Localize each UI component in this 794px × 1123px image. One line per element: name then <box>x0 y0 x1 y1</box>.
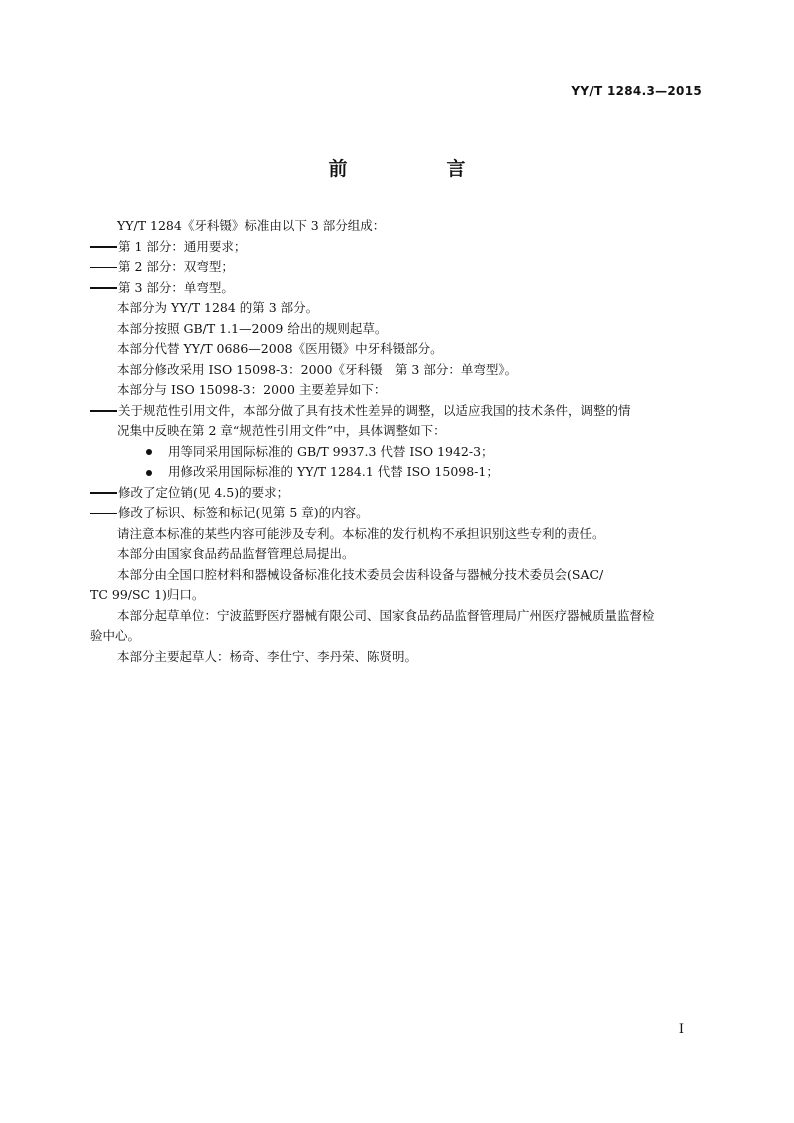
list-item-part-3 <box>90 278 709 299</box>
paragraph-committee: 本部分由全国口腔材料和器械设备标准化技术委员会齿科设备与器械分技术委员会(SAC/ <box>117 566 604 582</box>
paragraph-adoption: 本部分修改采用 ISO 15098-3：2000《牙科镊 第 3 部分：单弯型》。 <box>117 361 518 377</box>
dash-mark <box>90 410 117 411</box>
bullet-label: 用等同采用国际标准的 GB/T 9937.3 代替 ISO 1942-3； <box>168 443 494 459</box>
list-item-normative-refs <box>90 401 709 422</box>
paragraph-committee-cont: TC 99/SC 1)归口。 <box>90 587 205 602</box>
bullet-icon <box>146 470 152 476</box>
page-number: I <box>678 1022 684 1037</box>
list-item-label: 关于规范性引用文件，本部分做了具有技术性差异的调整，以适应我国的技术条件，调整的情 <box>118 402 631 418</box>
foreword-body <box>90 216 709 667</box>
paragraph-part-number: 本部分为 YY/T 1284 的第 3 部分。 <box>117 300 319 315</box>
list-item-marking <box>90 503 709 524</box>
paragraph-composition: YY/T 1284《牙科镊》标准由以下 3 部分组成： <box>117 218 386 233</box>
paragraph-proposed-by: 本部分由国家食品药品监督管理总局提出。 <box>117 546 355 561</box>
bullet-item-gbt <box>117 442 709 463</box>
dash-mark <box>90 267 117 268</box>
document-code: YY/T 1284.3—2015 <box>571 84 702 98</box>
list-item-label: 第 3 部分：单弯型。 <box>118 279 234 295</box>
paragraph-patent-notice: 请注意本标准的某些内容可能涉及专利。本标准的发行机构不承担识别这些专利的责任。 <box>117 525 605 541</box>
list-item-part-1 <box>90 237 709 258</box>
list-item-locating-pin <box>90 483 709 504</box>
list-item-label: 修改了定位销(见 4.5)的要求； <box>118 484 290 500</box>
bullet-item-yyt <box>117 462 709 483</box>
dash-mark <box>90 513 117 514</box>
paragraph-drafting-units-cont: 验中心。 <box>90 628 141 643</box>
list-item-label: 第 1 部分：通用要求； <box>118 238 247 254</box>
paragraph-drafters: 本部分主要起草人：杨奇、李仕宁、李丹荣、陈贤明。 <box>117 648 418 664</box>
bullet-label: 用修改采用国际标准的 YY/T 1284.1 代替 ISO 15098-1； <box>168 464 499 479</box>
dash-mark <box>90 246 117 247</box>
paragraph-drafting-rules: 本部分按照 GB/T 1.1—2009 给出的规则起草。 <box>117 320 388 336</box>
dash-mark <box>90 287 117 288</box>
list-item-part-2 <box>90 257 709 278</box>
list-item-normative-refs-cont: 况集中反映在第 2 章“规范性引用文件”中，具体调整如下： <box>117 423 446 438</box>
paragraph-differences: 本部分与 ISO 15098-3：2000 主要差异如下： <box>117 382 387 397</box>
paragraph-drafting-units: 本部分起草单位：宁波蓝野医疗器械有限公司、国家食品药品监督管理局广州医疗器械质量监督检 <box>117 607 655 623</box>
page-title: 前 言 <box>328 158 506 180</box>
bullet-icon <box>146 449 152 455</box>
dash-mark <box>90 492 117 493</box>
paragraph-replaces: 本部分代替 YY/T 0686—2008《医用镊》中牙科镊部分。 <box>117 341 443 356</box>
list-item-label: 修改了标识、标签和标记(见第 5 章)的内容。 <box>118 505 369 520</box>
list-item-label: 第 2 部分：双弯型； <box>118 259 234 274</box>
